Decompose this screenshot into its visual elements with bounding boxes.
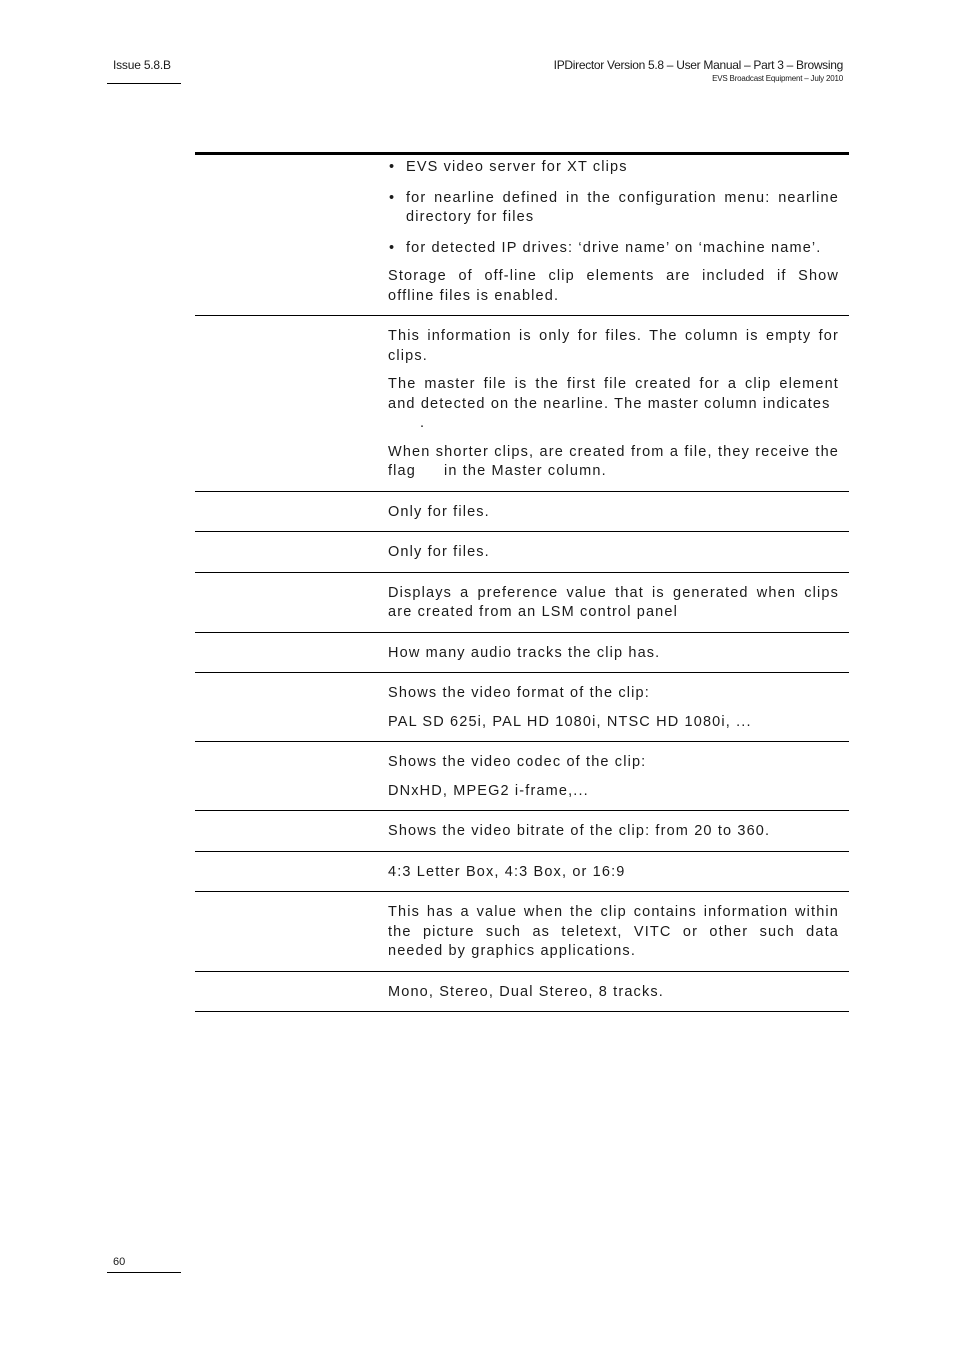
description-cell xyxy=(380,673,849,741)
description-text: How many audio tracks the clip has. xyxy=(388,644,661,661)
description-text: Displays a preference value that is generated when clips are created from an LSM control panel xyxy=(388,584,839,620)
table-row xyxy=(195,573,849,633)
description-text: . xyxy=(420,415,426,431)
flag-text-before: When shorter clips, are created from a file, they receive the flag xyxy=(388,443,839,479)
description-text: 4:3 Letter Box, 4:3 Box, or 16:9 xyxy=(388,863,626,880)
field-name-cell xyxy=(195,532,380,572)
description-text: This information is only for files. The column is empty for clips. xyxy=(388,328,839,364)
field-name-cell xyxy=(195,155,380,315)
field-name-cell xyxy=(195,811,380,851)
field-name-cell xyxy=(195,742,380,810)
description-cell xyxy=(380,972,849,1012)
field-name-cell xyxy=(195,673,380,741)
field-name-cell xyxy=(195,633,380,673)
description-cell xyxy=(380,811,849,851)
description-text: DNxHD, MPEG2 i-frame,... xyxy=(388,782,589,799)
table-row xyxy=(195,742,849,811)
table-row xyxy=(195,492,849,533)
field-name-cell xyxy=(195,492,380,532)
table-row xyxy=(195,852,849,893)
field-name-cell xyxy=(195,573,380,632)
description-text: Shows the video format of the clip: xyxy=(388,685,650,701)
list-item: • for detected IP drives: ‘drive name’ on ‘machine name’. xyxy=(388,239,839,259)
description-cell xyxy=(380,316,849,491)
table-row xyxy=(195,892,849,972)
description-cell xyxy=(380,742,849,810)
field-name-cell xyxy=(195,316,380,491)
field-name-cell xyxy=(195,972,380,1012)
description-cell xyxy=(380,852,849,892)
description-cell xyxy=(380,532,849,572)
header-title: IPDirector Version 5.8 – User Manual – Part 3 – Browsing xyxy=(553,58,843,72)
description-cell xyxy=(380,633,849,673)
header-left-rule xyxy=(107,83,181,84)
field-name-cell xyxy=(195,892,380,971)
page-number: 60 xyxy=(113,1256,126,1268)
table-row xyxy=(195,673,849,742)
flag-text-after: in the Master column. xyxy=(443,463,607,479)
description-cell xyxy=(380,155,849,315)
table-row xyxy=(195,316,849,492)
table-row xyxy=(195,155,849,316)
description-text: This has a value when the clip contains information within the picture such as teletext, VITC or other such data needed by graphics applications. xyxy=(388,904,839,959)
table-row xyxy=(195,972,849,1013)
description-cell xyxy=(380,492,849,532)
header-subtitle: EVS Broadcast Equipment – July 2010 xyxy=(712,74,843,83)
list-item: • EVS video server for XT clips xyxy=(388,158,839,178)
field-description-table xyxy=(195,152,849,1012)
description-text: PAL SD 625i, PAL HD 1080i, NTSC HD 1080i, ... xyxy=(388,713,752,730)
table-row xyxy=(195,811,849,852)
table-row xyxy=(195,633,849,674)
storage-bullet-list xyxy=(388,158,839,258)
list-item: • for nearline defined in the configuration menu: nearline directory for files xyxy=(388,189,839,228)
description-text xyxy=(388,443,839,482)
field-name-cell xyxy=(195,852,380,892)
description-text: Storage of off-line clip elements are included if Show offline files is enabled. xyxy=(388,268,839,304)
description-text: Only for files. xyxy=(388,503,490,520)
description-text: Shows the video bitrate of the clip: from 20 to 360. xyxy=(388,823,771,839)
description-text: The master file is the first file created for a clip element and detected on the nearline. The master column indicates xyxy=(388,376,839,412)
description-text: Shows the video codec of the clip: xyxy=(388,754,647,770)
description-cell xyxy=(380,892,849,971)
header-right xyxy=(554,58,843,83)
description-cell xyxy=(380,573,849,632)
description-text: Only for files. xyxy=(388,544,490,560)
description-text: Mono, Stereo, Dual Stereo, 8 tracks. xyxy=(388,983,664,1000)
table-row xyxy=(195,532,849,573)
header-issue: Issue 5.8.B xyxy=(113,58,171,72)
footer-rule xyxy=(107,1272,181,1273)
